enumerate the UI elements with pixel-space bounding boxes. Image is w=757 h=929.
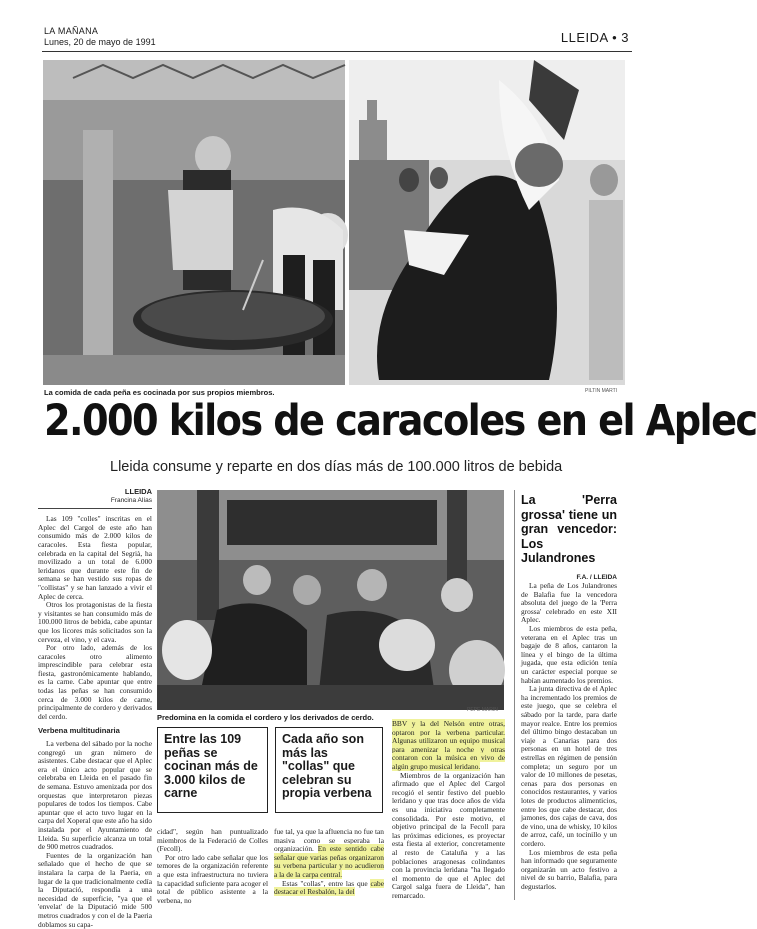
article-column-1: [38, 488, 152, 929]
article-paragraph: Por otro lado, además de los caracoles otro alimento imprescindible para celebrar esta fiesta, gastronómicamente hablando, es la carne. Cabe apuntar que entre todas las peñas se han consumido cerca de 3.000 kilos de carne, principalmente de cordero y derivados del cerdo.: [38, 643, 152, 721]
photo-credit-right: PILTIN MARTI: [585, 388, 618, 394]
sidebar-paragraph: La junta directiva de el Aplec ha incrementado los premios de este juego, que se celebra el sábado por la tarde, para darle mayor realce. Entre los premios del último bingo destacaban un viaje a Canarias para dos personas en un hotel de tres estrellas en régimen de pensión completa; un seguro por un valor de 10 millones de pesetas, cenas para dos personas en conocidos restaurantes, y varios lotes de productos alimenticios, entre los que cabe destacar, dos jamones, dos cajas de cava, dos de vino, una de whisky, 10 kilos de arroz, café, un tocinillo y un cordero.: [521, 684, 617, 848]
pull-quote-collas: Cada año son más las "collas" que celebran su propia verbena: [275, 727, 383, 813]
photo-caption-left: La comida de cada peña es cocinada por sus propios miembros.: [44, 388, 275, 397]
article-text: Estas "collas", entre las que: [282, 878, 371, 888]
subheadline: Lleida consume y reparte en dos días más de 100.000 litros de bebida: [110, 459, 563, 475]
highlighted-text: En este sentido cabe señalar que varias peñas organizaron su verbena particular y no acudieron a la de la carpa central.: [274, 844, 384, 879]
highlighted-text: BBV y la del Nelsón entre otras, optaron por la verbena particular. Algunas utilizaron un equipo musical para amenizar la noche y otras contaron con la música en vivo de algún grupo musical leridano.: [392, 719, 505, 771]
photo-caption-middle: Predomina en la comida el cordero y los derivados de cerdo.: [157, 713, 374, 722]
article-paragraph: Fuentes de la organización han señalado que el hecho de que se instalara la carpa de la Paeria, en lugar de la que tradicionalmente cedía la Diputació, respondía a una necesidad de superficie, "ya que el 'envelat' de la Diputació mide 500 metros cuadrados y con el de la Paeria doblamos su capa-: [38, 850, 152, 929]
article-paragraph: Las 109 "colles" inscritas en el Aplec del Cargol de este año han consumido más de 2.000 kilos de caracoles. Esta fiesta popular, celebrada en la capital del Segrià, ha movilizado a un total de 6.000 leridanos que durante este fin de semana se han vestido sus ropas de "collistas" y se han lanzado a vivir el Aplec de cerca.: [38, 514, 152, 601]
article-subheading: Verbena multitudinaria: [38, 726, 120, 736]
article-text: fue tal, ya que la afluencia no fue tan masiva como se esperaba la organización.: [274, 827, 384, 854]
byline-rule: [38, 508, 152, 509]
article-paragraph: La verbena del sábado por la noche congregó un gran número de asistentes. Cabe destacar que el Aplec era el único acto popular que se celebraba en Lleida en el pasado fin de semana. Estuvo amenizada por dos orquestas que interpretaron piezas populares de todos los tiempos. Cabe apuntar que el acto tuvo lugar en la carpa del Xoperal que este año ha sido instalada por el Ayuntamiento de Lleida. Su superficie alcanza un total de 900 metros cuadrados.: [38, 739, 152, 852]
article-paragraph: Otros los protagonistas de la fiesta y visitantes se han consumido más de 100.000 litros de bebida, cabe apuntar que los licores más solicitados son la cerveza, el vino, y el cava.: [38, 600, 152, 644]
article-paragraph: [274, 828, 384, 880]
article-column-4: [392, 720, 505, 900]
article-column-3: [274, 828, 384, 897]
sidebar-paragraph: Los miembros de esta peña han informado que seguramente organizarán un acto festivo a nivel de su barrio, Balafia, para degustarlos.: [521, 847, 617, 891]
article-paragraph: Miembros de la organización han afirmado que el Aplec del Cargol recogió el sentir festivo del pueblo leridano y que tras doce años de vida es una iniciativa completamente consolidada. Por este motivo, el objetivo principal de la Fecoll para las próximas ediciones, es proyectar esta fiesta al exterior, concretamente al resto de Cataluña y a las poblaciones aragonesas colindantes con la provincia leridana "ha llegado el momento de que el Aplec del Cargol salga fuera de Lleida", han remarcado.: [392, 770, 505, 900]
sidebar-divider: [514, 490, 515, 900]
sidebar-paragraph: La peña de Los Julandrones de Balafia fue la vencedora absoluta del juego de la 'Perra grossa' celebrado en este XII Aplec.: [521, 581, 617, 625]
article-paragraph: [274, 880, 384, 897]
article-paragraph: [392, 720, 505, 772]
sidebar-box: [521, 493, 617, 891]
photo-cooking-paella: [43, 60, 345, 385]
article-column-2: [157, 828, 268, 905]
article-paragraph: Por otro lado cabe señalar que los temores de la organización referente a que esta infraestructura no tuviera la capacidad suficiente para acoger el total de público asistente a la verbena, no: [157, 852, 268, 905]
issue-date: Lunes, 20 de mayo de 1991: [44, 37, 156, 47]
photo-woman-costume: [349, 60, 625, 385]
article-location: LLEIDA: [124, 487, 152, 496]
photo-crowd-lunch: [157, 490, 504, 710]
pull-quote-carne: Entre las 109 peñas se cocinan más de 3.000 kilos de carne: [157, 727, 268, 813]
headline: 2.000 kilos de caracoles en el Aplec: [44, 396, 757, 446]
sidebar-byline: F.A. / LLEIDA: [576, 573, 617, 581]
sidebar-paragraph: Los miembros de esta peña, veterana en el Aplec tras un bagaje de 8 años, cantaron la línea y el bingo de la última jugada, que esta edición tenía un carácter especial porque se habían aumentado los premios.: [521, 624, 617, 685]
section-page-label: LLEIDA • 3: [560, 30, 629, 45]
article-author: Francina Alías: [110, 496, 152, 504]
sidebar-title: La 'Perra grossa' tiene un gran vencedor: Los Julandrones: [521, 493, 617, 565]
photo-credit-middle: PEPE MARIN: [467, 707, 498, 713]
highlighted-text: cabe destacar el Resbalón, la del: [274, 878, 384, 897]
newspaper-name: LA MAÑANA: [44, 26, 99, 36]
masthead-rule: [42, 51, 632, 52]
article-paragraph: cidad", según han puntualizado miembros de la Federació de Colles (Fecoll).: [157, 827, 268, 854]
